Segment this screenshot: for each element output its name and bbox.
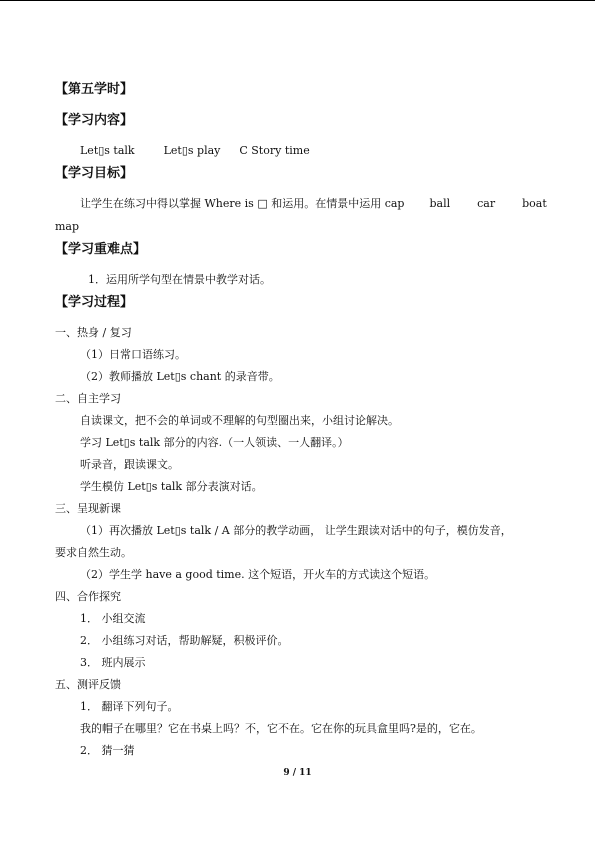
section-1-item: （2）教师播放 Let▯s chant 的录音带。 xyxy=(80,370,280,383)
section-3-item-cont: 要求自然生动。 xyxy=(55,546,132,559)
heading-key-points: 【学习重难点】 xyxy=(55,242,147,257)
section-3-item: （2）学生学 have a good time. 这个短语，开火车的方式读这个短语。 xyxy=(80,568,436,581)
goal-cont: map xyxy=(55,220,80,233)
section-2-item: 听录音，跟读课文。 xyxy=(80,458,179,471)
goal-word: ball xyxy=(429,197,451,210)
heading-content: 【学习内容】 xyxy=(55,113,134,128)
section-2-item: 学生模仿 Let▯s talk 部分表演对话。 xyxy=(80,480,263,493)
goal-word: boat xyxy=(522,197,547,210)
section-4-item: 2． 小组练习对话，帮助解疑，积极评价。 xyxy=(80,634,289,647)
section-2-item: 自读课文，把不会的单词或不理解的句型圈出来，小组讨论解决。 xyxy=(80,414,399,427)
content-line xyxy=(80,144,310,158)
content-item: Let▯s talk xyxy=(80,144,135,157)
section-4-item: 3． 班内展示 xyxy=(80,656,146,669)
heading-goals: 【学习目标】 xyxy=(55,166,134,181)
page-number: 9 / 11 xyxy=(283,768,312,778)
key-point-1: 1．运用所学句型在情景中教学对话。 xyxy=(88,273,271,286)
section-4-item: 1． 小组交流 xyxy=(80,612,146,625)
goal-text: 让学生在练习中得以掌握 Where is □ 和运用。在情景中运用 cap xyxy=(80,197,405,210)
section-5-item: 2． 猜一猜 xyxy=(80,744,135,757)
goal-word: car xyxy=(477,197,496,210)
section-4-title: 四、合作探究 xyxy=(55,590,121,603)
section-2-item: 学习 Let▯s talk 部分的内容.（一人领读、一人翻译。） xyxy=(80,436,349,449)
section-1-title: 一、热身 / 复习 xyxy=(55,326,132,339)
content-item: Let▯s play xyxy=(163,144,221,157)
section-2-title: 二、自主学习 xyxy=(55,392,121,405)
section-3-title: 三、呈现新课 xyxy=(55,502,121,515)
section-5-item: 我的帽子在哪里？它在书桌上吗？不，它不在。它在你的玩具盒里吗?是的，它在。 xyxy=(80,722,482,735)
heading-process: 【学习过程】 xyxy=(55,295,134,310)
section-3-item: （1）再次播放 Let▯s talk / A 部分的教学动画， 让学生跟读对话中的句子，模仿发音， xyxy=(80,524,512,537)
section-5-title: 五、测评反馈 xyxy=(55,678,121,691)
section-5-item: 1． 翻译下列句子。 xyxy=(80,700,179,713)
header-rule xyxy=(0,0,595,1)
heading-lesson: 【第五学时】 xyxy=(55,82,134,97)
content-item: C Story time xyxy=(239,144,310,157)
goal-line xyxy=(80,197,547,211)
section-1-item: （1）日常口语练习。 xyxy=(80,348,186,361)
